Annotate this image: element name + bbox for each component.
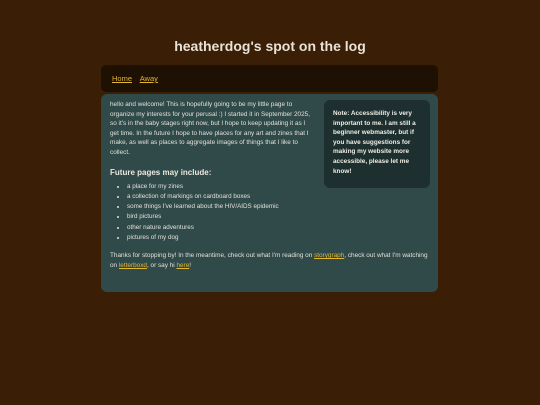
accessibility-note — [324, 100, 430, 188]
closing-text-part: , or say hi — [146, 261, 177, 269]
intro-text: hello and welcome! This is hopefully going to be my little page to organize my interests for your perusal :) I started it in September 2025, so it's in the baby stages right now, but I hope to keep updating it as I get time. In the future I hope to have places for any art and zines that I make, as well as places to aggregate images of things that I like to collect. — [110, 101, 310, 156]
nav-link-away[interactable]: Away — [139, 74, 158, 83]
future-pages-heading: Future pages may include: — [110, 167, 212, 177]
contact-link[interactable]: here — [176, 261, 190, 269]
storygraph-link[interactable]: storygraph — [314, 252, 345, 260]
closing-text-part: , check out what I'm watching on — [110, 252, 428, 269]
list-item: • other nature adventures — [127, 223, 429, 233]
accessibility-note-text: Note: Accessibility is very important to me. I am still a beginner webmaster, but if you have suggestions for making my website more accessible, please let me know! — [333, 110, 416, 175]
list-item: • pictures of my dog — [127, 233, 429, 243]
closing-text — [110, 251, 430, 270]
closing-text-part: ! — [189, 261, 192, 269]
closing-text-part: Thanks for stopping by! In the meantime, check out what I'm reading on — [110, 252, 315, 260]
nav-link-home[interactable]: Home — [112, 74, 133, 83]
list-item: • some things I've learned about the HIV/AIDS epidemic — [127, 202, 429, 212]
letterboxd-link[interactable]: letterboxd — [118, 261, 147, 269]
future-pages-list — [110, 182, 429, 244]
nav-bar — [101, 65, 438, 92]
main-content-card — [101, 94, 438, 292]
list-item: • bird pictures — [127, 212, 429, 222]
list-item: • a place for my zines — [127, 182, 429, 192]
list-item: • a collection of markings on cardboard boxes — [127, 192, 429, 202]
site-title: heatherdog's spot on the log — [174, 38, 366, 54]
